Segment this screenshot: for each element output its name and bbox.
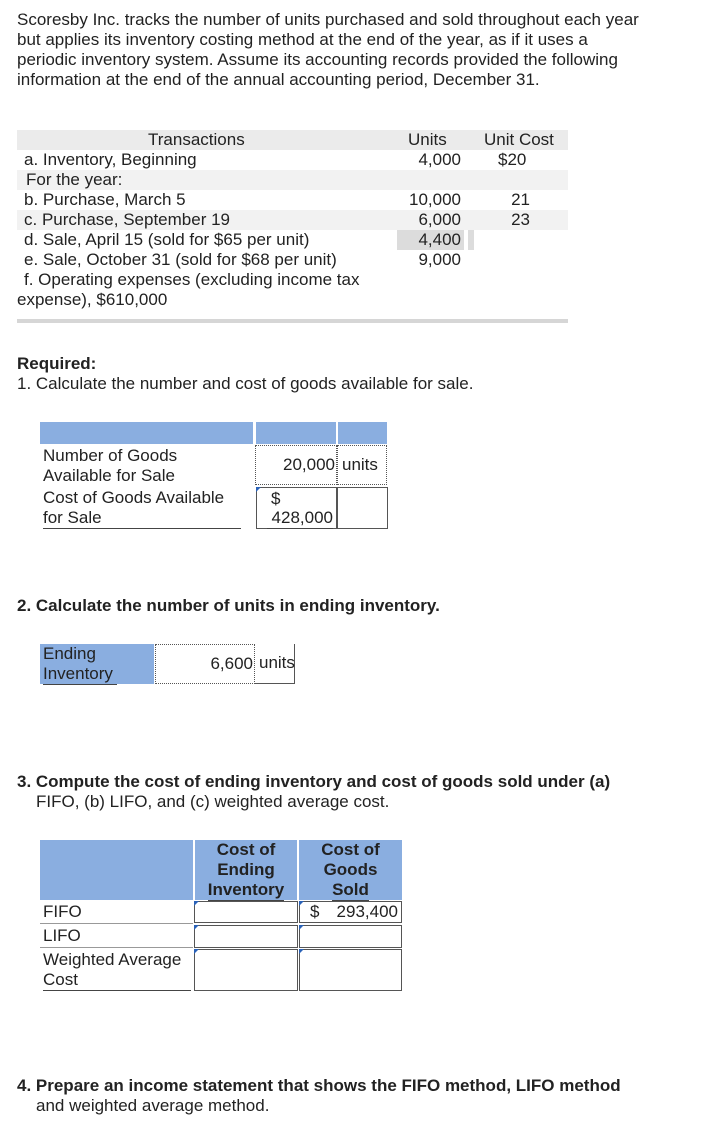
- row-operating-expenses: f. Operating expenses (excluding income tax: [24, 270, 360, 289]
- ending-inventory-units-value: 6,600: [210, 654, 253, 673]
- units-value: 6,000: [418, 210, 461, 229]
- row-sale-april: d. Sale, April 15 (sold for $65 per unit): [24, 230, 310, 249]
- question-line: 3. Compute the cost of ending inventory and cost of goods sold under (a): [17, 772, 611, 791]
- lifo-cogs-input[interactable]: [299, 925, 402, 948]
- empty-cell: [337, 487, 388, 529]
- weighted-ending-inventory-input[interactable]: [194, 949, 298, 991]
- transactions-header: Transactions: [148, 130, 245, 149]
- units-label: units: [342, 455, 378, 474]
- row-purchase-march: b. Purchase, March 5: [24, 190, 186, 209]
- currency-symbol: $: [271, 489, 281, 508]
- question-2-text: 2. Calculate the number of units in ending inventory.: [17, 596, 440, 615]
- weighted-average-label: [43, 950, 191, 991]
- problem-intro: Scoresby Inc. tracks the number of units purchased and sold throughout each year but applies its inventory costing method at the end of the year, as if it uses a periodic inventory system. Assume its accounting records provided the following information at the end of the annual accounting period, December 31.: [17, 10, 639, 89]
- required-heading: Required:: [17, 354, 97, 373]
- header-line: Ending: [217, 860, 275, 879]
- row-for-the-year: For the year:: [26, 170, 123, 189]
- label-line: Number of Goods: [43, 446, 178, 465]
- number-of-goods-label: [43, 446, 177, 486]
- lifo-label: LIFO: [43, 926, 81, 945]
- header-line: Sold: [332, 880, 369, 899]
- units-label-cell: [337, 445, 387, 485]
- unit-cost-value: 21: [511, 190, 530, 209]
- cost-of-goods-label: [43, 488, 241, 529]
- currency-symbol: $: [310, 902, 320, 921]
- question-1-text: 1. Calculate the number and cost of goods available for sale.: [17, 374, 474, 393]
- header-line: Goods: [323, 860, 378, 879]
- unit-cost-value: 23: [511, 210, 530, 229]
- units-value: 4,000: [418, 150, 461, 169]
- question-line: 4. Prepare an income statement that shows the FIFO method, LIFO method: [17, 1076, 621, 1095]
- unit-cost-header: Unit Cost: [484, 130, 554, 149]
- goods-available-units-input[interactable]: [255, 445, 337, 485]
- row-divider: [40, 947, 193, 948]
- fifo-ending-inventory-input[interactable]: [194, 901, 298, 923]
- lifo-ending-inventory-input[interactable]: [194, 925, 298, 948]
- ending-inventory-label: [43, 644, 117, 685]
- weighted-cogs-input[interactable]: [299, 949, 402, 991]
- row-purchase-september: c. Purchase, September 19: [24, 210, 231, 229]
- header-line: Cost of: [216, 840, 276, 859]
- label-line: Cost: [43, 970, 78, 989]
- label-line: Weighted Average: [43, 950, 182, 969]
- cost-ending-inventory-header: [195, 840, 297, 901]
- question-line: FIFO, (b) LIFO, and (c) weighted average cost.: [36, 792, 390, 811]
- question-3-text: [17, 772, 610, 812]
- units-label-cell: [255, 644, 295, 684]
- label-line: Cost of Goods Available: [43, 488, 225, 507]
- header-cell: [40, 422, 253, 444]
- units-value: 10,000: [409, 190, 461, 209]
- unit-cost-value: $20: [498, 150, 527, 169]
- units-header: Units: [408, 130, 447, 149]
- label-line: Available for Sale: [43, 466, 175, 485]
- header-line: Inventory: [207, 880, 285, 899]
- units-label: units: [259, 653, 295, 672]
- unit-cost-highlight: [468, 230, 474, 250]
- row-operating-expenses-cont: expense), $610,000: [17, 290, 168, 309]
- cost-goods-available-value: 428,000: [267, 508, 333, 529]
- units-value: 9,000: [418, 250, 461, 269]
- ending-inventory-units-input[interactable]: [155, 644, 255, 684]
- cost-goods-available-input[interactable]: [256, 487, 337, 529]
- label-line: for Sale: [43, 508, 102, 527]
- table-bottom-rule: [17, 319, 568, 323]
- fifo-cogs-value: 293,400: [336, 902, 398, 921]
- header-cell: [338, 422, 387, 444]
- header-cell: [40, 840, 193, 900]
- question-4-text: [17, 1076, 621, 1116]
- fifo-label: FIFO: [43, 902, 82, 921]
- row-sale-october: e. Sale, October 31 (sold for $68 per unit): [24, 250, 337, 269]
- header-cell: [256, 422, 336, 444]
- label-line: Ending: [43, 644, 96, 663]
- label-line: Inventory: [43, 664, 113, 683]
- header-line: Cost of: [321, 840, 380, 859]
- goods-available-units-value: 20,000: [283, 455, 335, 474]
- cost-goods-sold-header: [299, 840, 402, 901]
- row-beginning-inventory: a. Inventory, Beginning: [24, 150, 197, 169]
- row-divider: [40, 923, 193, 924]
- units-value: 4,400: [418, 230, 461, 249]
- question-line: and weighted average method.: [36, 1096, 270, 1115]
- fifo-cogs-input[interactable]: [299, 901, 402, 923]
